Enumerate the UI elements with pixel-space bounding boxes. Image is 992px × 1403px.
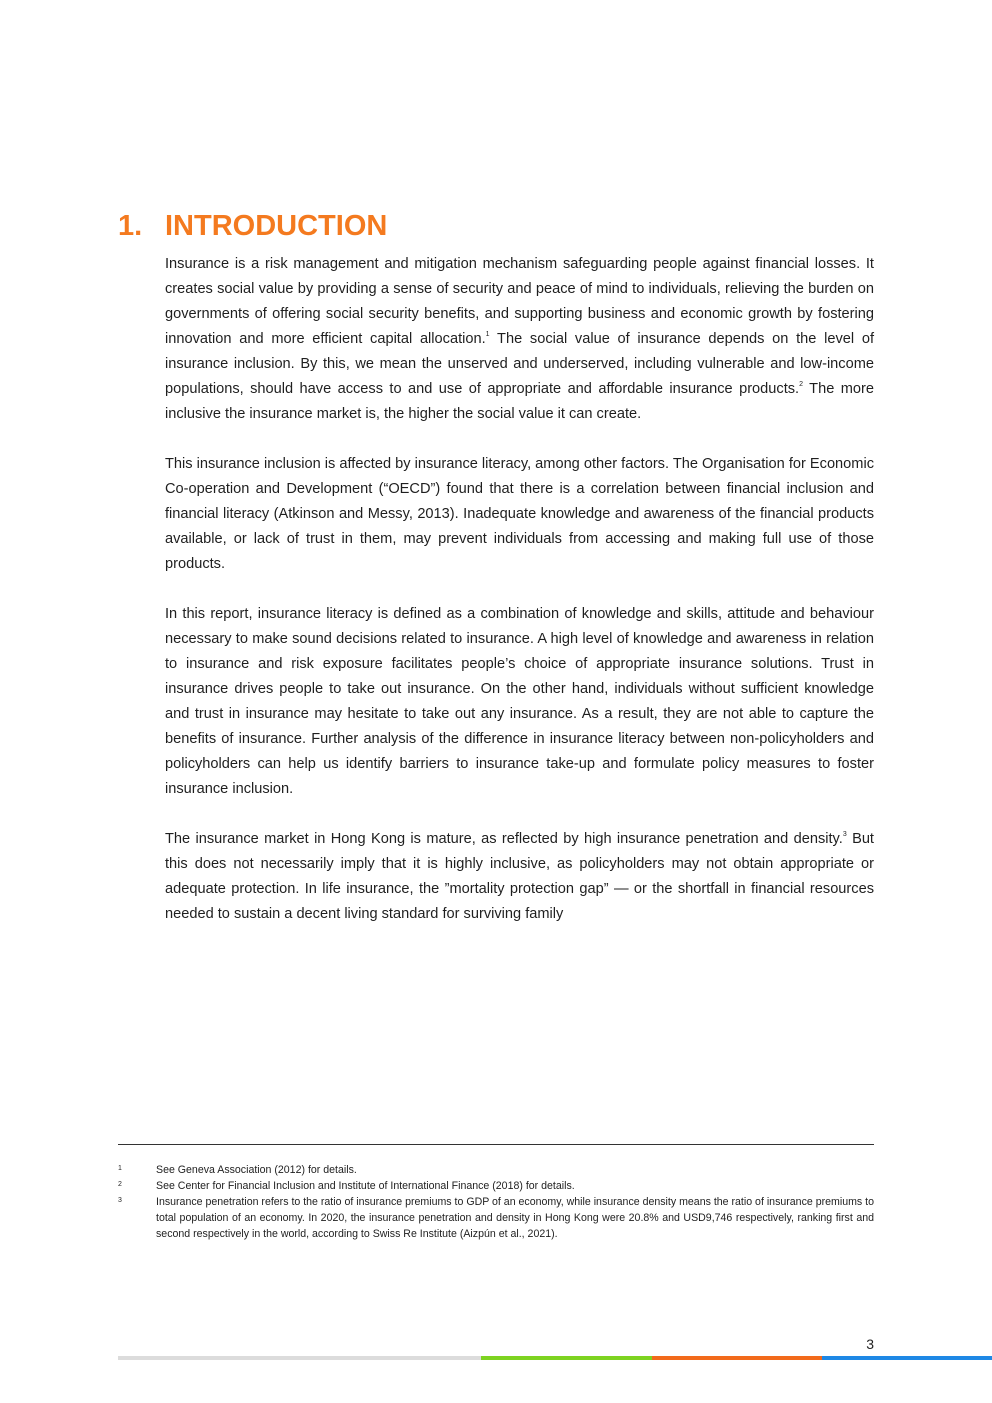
footnotes xyxy=(118,1162,874,1242)
footnote-item xyxy=(118,1194,874,1242)
footnote-ref-3[interactable]: 3 xyxy=(842,831,847,839)
section-heading xyxy=(118,206,387,246)
paragraph-1 xyxy=(165,252,874,427)
color-bar xyxy=(118,1356,992,1360)
footnote-ref-2[interactable]: 2 xyxy=(799,381,804,389)
footnote-item xyxy=(118,1162,874,1178)
footnote-item xyxy=(118,1178,874,1194)
body-text xyxy=(165,252,874,952)
footnote-text: See Center for Financial Inclusion and Institute of International Finance (2018) for details. xyxy=(156,1180,575,1192)
paragraph-3-text: In this report, insurance literacy is defined as a combination of knowledge and skills, attitude and behaviour necessary to make sound decisions related to insurance. A high level of knowledge and awareness in relation to insurance and risk exposure facilitates people’s choice of appropriate insurance solutions. Trust in insurance drives people to take out insurance. On the other hand, individuals without sufficient knowledge and trust in insurance may hesitate to take out any insurance. As a result, they are not able to capture the benefits of insurance. Further analysis of the difference in insurance literacy between non-policyholders and policyholders can help us identify barriers to insurance take-up and formulate policy measures to foster insurance inclusion. xyxy=(165,606,874,797)
footnote-number: 1 xyxy=(118,1165,122,1172)
paragraph-2-text: This insurance inclusion is affected by insurance literacy, among other factors. The Organisation for Economic Co-operation and Development (“OECD”) found that there is a correlation between financial inclusion and financial literacy (Atkinson and Messy, 2013). Inadequate knowledge and awareness of the financial products available, or lack of trust in them, may prevent individuals from accessing and making full use of those products. xyxy=(165,456,874,572)
paragraph-4-text-b: But this does not necessarily imply that it is highly inclusive, as policyholders may not obtain appropriate or adequate protection. In life insurance, the ”mortality protection gap” — or the shortfall in financial resources needed to sustain a decent living standard for surviving family xyxy=(165,831,874,922)
footnote-text: See Geneva Association (2012) for details. xyxy=(156,1164,357,1176)
paragraph-1-text-b: The social value of insurance depends on the level of insurance inclusion. By this, we mean the unserved and underserved, including vulnerable and low-income populations, should have access to and use of appropriate and affordable insurance products. xyxy=(165,331,875,397)
paragraph-3 xyxy=(165,602,874,802)
section-title: INTRODUCTION xyxy=(165,210,388,242)
color-bar-blue-segment xyxy=(822,1356,992,1360)
paragraph-2 xyxy=(165,452,874,577)
paragraph-1-text-c: The more inclusive the insurance market is, the higher the social value it can create. xyxy=(165,381,874,422)
color-bar-gray-segment xyxy=(118,1356,481,1360)
section-number: 1. xyxy=(118,210,143,242)
paragraph-1-text-a: Insurance is a risk management and mitigation mechanism safeguarding people against financial losses. It creates social value by providing a sense of security and peace of mind to individuals, relieving the burden on governments of offering social security benefits, and supporting business and economic growth by fostering innovation and more efficient capital allocation. xyxy=(165,256,874,347)
footnote-text: Insurance penetration refers to the ratio of insurance premiums to GDP of an economy, while insurance density means the ratio of insurance premiums to total population of an economy. In 2020, the insurance penetration and density in Hong Kong were 20.8% and USD9,746 respectively, ranking first and second respectively in the world, according to Swiss Re Institute (Aizpún et al., 2021). xyxy=(156,1196,874,1240)
paragraph-4 xyxy=(165,827,874,927)
footnote-ref-1[interactable]: 1 xyxy=(485,331,490,339)
color-bar-green-segment xyxy=(481,1356,652,1360)
footnote-divider xyxy=(118,1144,874,1145)
footnote-number: 3 xyxy=(118,1197,122,1204)
paragraph-4-text-a: The insurance market in Hong Kong is mature, as reflected by high insurance penetration and density. xyxy=(165,831,843,847)
page-number: 3 xyxy=(866,1336,874,1352)
color-bar-orange-segment xyxy=(652,1356,822,1360)
footnote-number: 2 xyxy=(118,1181,122,1188)
